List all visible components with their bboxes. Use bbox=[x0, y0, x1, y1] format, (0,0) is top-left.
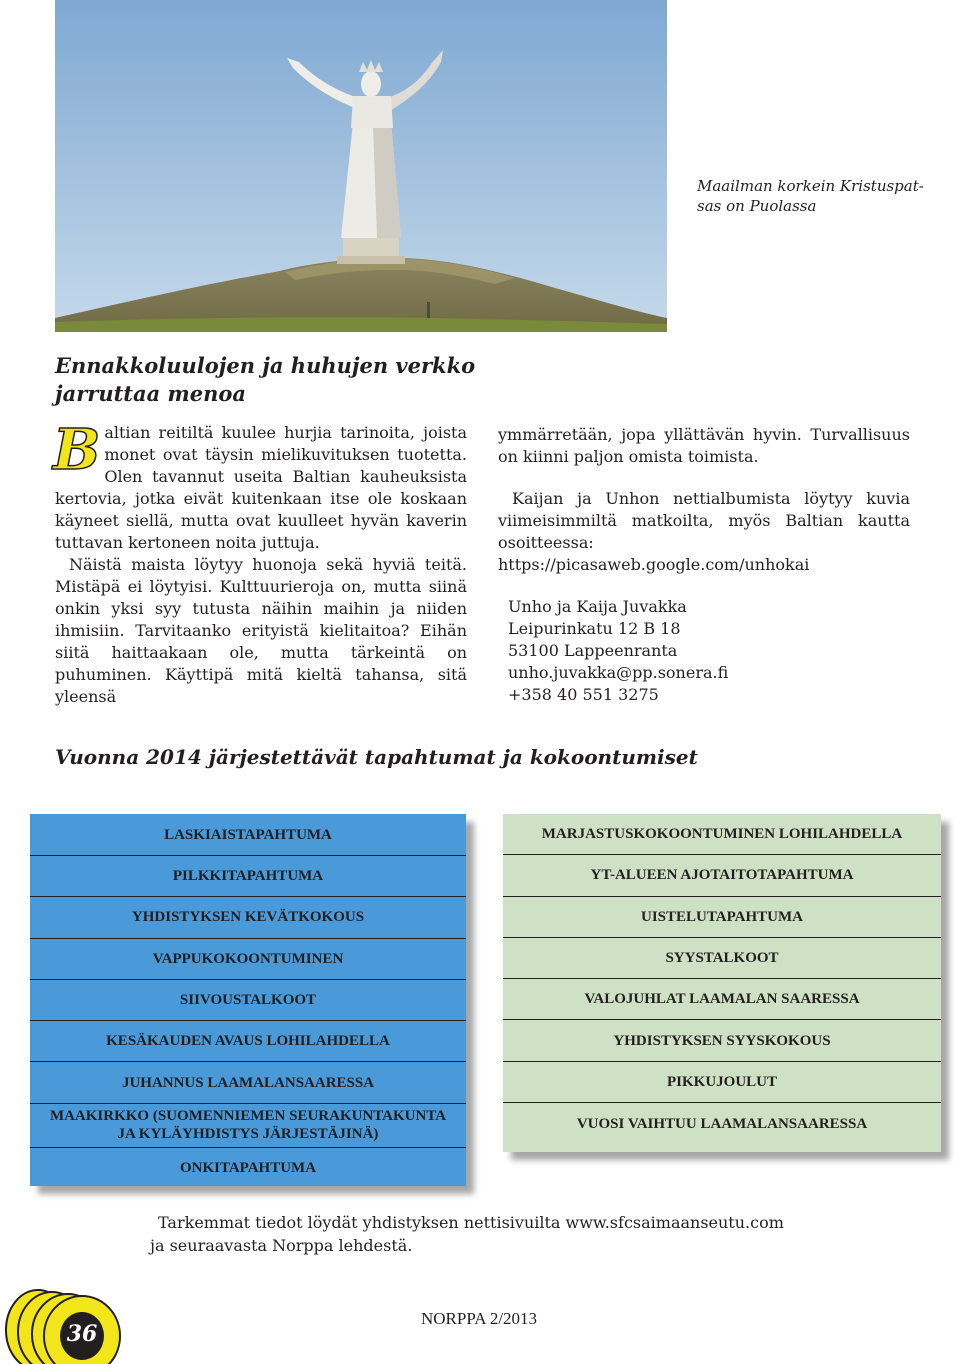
article-paragraph bbox=[53, 417, 467, 554]
event-item: ONKITAPAHTUMA bbox=[179, 1160, 317, 1177]
event-item: VUOSI VAIHTUU LAAMALANSAARESSA bbox=[576, 1115, 868, 1132]
article-paragraph: ymmärretään, jopa yllättävän hyvin. Turvallisuus on kiinni paljon omista toimista. bbox=[498, 425, 910, 466]
paragraph-text: altian reitiltä kuulee hurjia tarinoita, joista monet ovat täysin mielikuvituksen tuotetta. Olen tavannut useita Baltian kauheuksista kertovia, jotka eivät kuitenkaan itse ole koskaan käyneet siellä, mutta ovat kuulleet hyvän kaverin tuttavan kertoneen noita juttuja. bbox=[55, 423, 467, 552]
event-item: SYYSTALKOOT bbox=[503, 938, 941, 979]
events-panel-right bbox=[503, 814, 941, 1152]
event-item bbox=[30, 1104, 466, 1148]
footer-note-line: Tarkemmat tiedot löydät yhdistyksen nettisivuilta www.sfcsaimaanseutu.com bbox=[158, 1213, 784, 1232]
event-item: SIIVOUSTALKOOT bbox=[30, 980, 466, 1021]
event-item: UISTELUTAPAHTUMA bbox=[503, 897, 941, 938]
contact-address bbox=[498, 596, 910, 706]
magazine-issue: NORPPA 2/2013 bbox=[421, 1309, 538, 1328]
photo-caption bbox=[697, 176, 927, 216]
events-section-title: Vuonna 2014 järjestettävät tapahtumat ja kokoontumiset bbox=[55, 745, 698, 769]
event-item: JUHANNUS LAAMALANSAARESSA bbox=[30, 1062, 466, 1103]
contact-street: Leipurinkatu 12 B 18 bbox=[508, 619, 681, 638]
event-item: YHDISTYKSEN SYYSKOKOUS bbox=[503, 1020, 941, 1061]
contact-phone: +358 40 551 3275 bbox=[508, 685, 659, 704]
drop-cap: B bbox=[53, 417, 101, 483]
caption-line: Maailman korkein Kristuspat- bbox=[697, 177, 924, 195]
event-item: PIKKUJOULUT bbox=[503, 1062, 941, 1103]
article-column-right bbox=[498, 424, 910, 706]
contact-name: Unho ja Kaija Juvakka bbox=[508, 597, 687, 616]
event-item: VAPPUKOKOONTUMINEN bbox=[30, 939, 466, 980]
event-item: PILKKITAPAHTUMA bbox=[30, 856, 466, 897]
event-item-line: MAAKIRKKO (SUOMENNIEMEN SEURAKUNTAKUNTA bbox=[49, 1108, 447, 1125]
article-headline bbox=[55, 352, 555, 408]
contact-email: unho.juvakka@pp.sonera.fi bbox=[508, 663, 729, 682]
event-item: VALOJUHLAT LAAMALAN SAARESSA bbox=[503, 979, 941, 1020]
caption-line: sas on Puolassa bbox=[697, 197, 817, 215]
event-item: MARJASTUSKOKOONTUMINEN LOHILAHDELLA bbox=[503, 814, 941, 855]
christ-statue-image bbox=[55, 0, 667, 332]
event-item-line: JA KYLÄYHDISTYS JÄRJESTÄJINÄ) bbox=[117, 1126, 379, 1143]
event-item: YT-ALUEEN AJOTAITOTAPAHTUMA bbox=[503, 855, 941, 896]
statue-photo bbox=[55, 0, 667, 332]
footer-note bbox=[150, 1211, 870, 1257]
event-item: LASKIAISTAPAHTUMA bbox=[30, 814, 466, 856]
page-number: 36 bbox=[66, 1321, 98, 1347]
article-paragraph: Näistä maista löytyy huonoja sekä hyviä teitä. Mistäpä ei löytyisi. Kulttuurieroja on, mutta siinä onkin yksi syy tutusta näihin maihin ja niiden ihmisiin. Tarvitaanko erityistä kielitaitoa? Eihän siitä haittaakaan ole, mutta tärkeintä on puhuminen. Käyttipä mitä kieltä tahansa, sitä yleensä bbox=[55, 555, 467, 706]
footer-note-line: ja seuraavasta Norppa lehdestä. bbox=[150, 1236, 413, 1255]
event-item: KESÄKAUDEN AVAUS LOHILAHDELLA bbox=[30, 1021, 466, 1062]
events-panel-left bbox=[30, 814, 466, 1186]
event-item: YHDISTYKSEN KEVÄTKOKOUS bbox=[30, 897, 466, 938]
contact-city: 53100 Lappeenranta bbox=[508, 641, 678, 660]
headline-line: jarruttaa menoa bbox=[55, 381, 246, 406]
article-column-left bbox=[53, 417, 467, 708]
headline-line: Ennakkoluulojen ja huhujen verkko bbox=[55, 353, 476, 378]
article-paragraph: Kaijan ja Unhon nettialbumista löytyy kuvia viimeisimmiltä matkoilta, myös Baltian kautta osoitteessa: https://picasaweb.google.com/unhokai bbox=[498, 489, 910, 574]
